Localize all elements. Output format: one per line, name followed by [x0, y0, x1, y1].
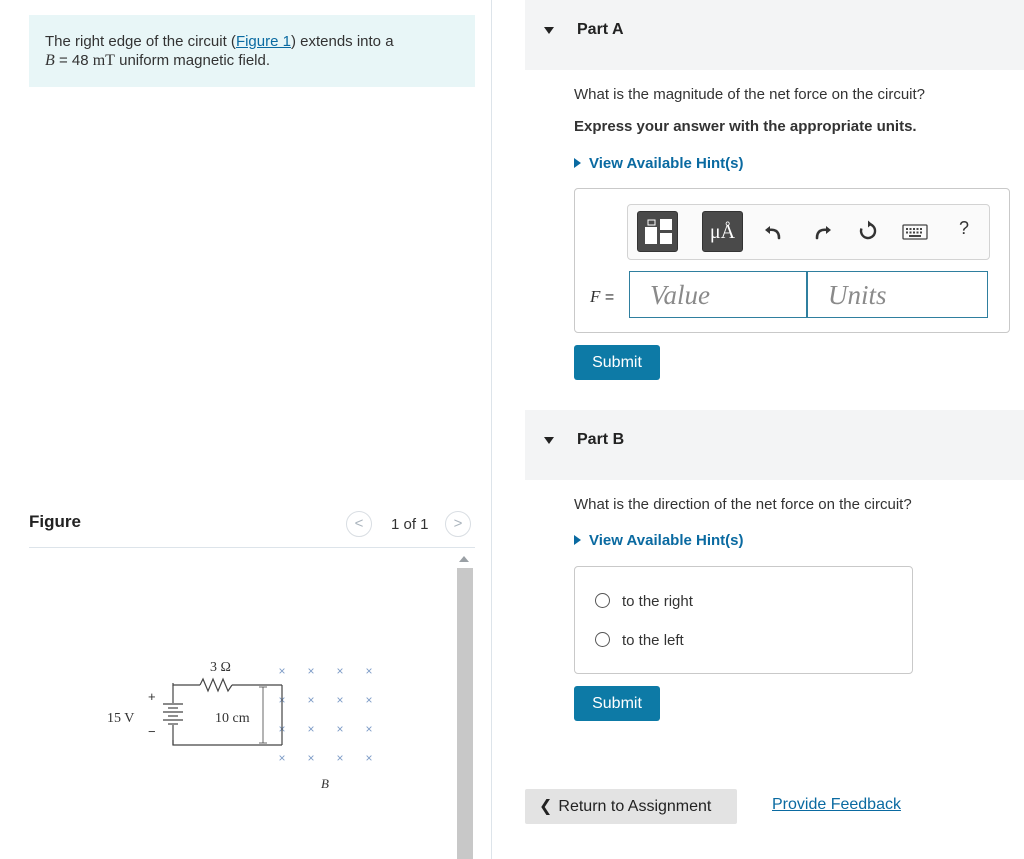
part-b-submit-button[interactable]: Submit: [574, 686, 660, 721]
figure-scrollbar-thumb[interactable]: [457, 568, 473, 859]
part-a-instruction: Express your answer with the appropriate units.: [574, 118, 917, 135]
part-b-hint-link[interactable]: [574, 532, 744, 549]
field-cross-mark: ×: [336, 664, 344, 678]
part-b-question: What is the direction of the net force on the circuit?: [574, 496, 912, 513]
field-cross-mark: ×: [307, 664, 315, 678]
field-cross-mark: ×: [278, 693, 286, 707]
help-icon[interactable]: ?: [958, 218, 969, 238]
choice-label: to the left: [622, 632, 684, 649]
left-panel: [0, 0, 492, 859]
battery-plus: +: [148, 689, 156, 704]
variable-symbol: F: [590, 287, 601, 306]
math-toolbar: [627, 204, 990, 260]
field-label: B: [321, 776, 329, 791]
resistor-symbol: [200, 679, 232, 691]
field-cross-mark: ×: [365, 664, 373, 678]
reset-icon[interactable]: [856, 219, 880, 243]
pager-count: 1 of 1: [391, 516, 429, 533]
keyboard-icon[interactable]: [902, 222, 928, 242]
part-a-collapse-caret-icon[interactable]: [544, 27, 554, 34]
figure-header: [29, 508, 475, 548]
part-a-answer-box: [574, 188, 1010, 333]
problem-text-after: ) extends into a: [290, 33, 394, 50]
battery-label: 15 V: [107, 711, 135, 726]
part-a-title: Part A: [577, 21, 624, 38]
return-label: Return to Assignment: [558, 798, 712, 815]
field-cross-mark: ×: [278, 664, 286, 678]
variable-label: [590, 287, 614, 307]
resistor-label: 3 Ω: [210, 660, 231, 675]
part-a-header[interactable]: [525, 0, 1024, 70]
scroll-up-arrow-icon[interactable]: [459, 556, 469, 562]
radio-button[interactable]: [595, 593, 610, 608]
field-cross-mark: ×: [336, 751, 344, 765]
redo-icon[interactable]: [811, 219, 835, 243]
b-equals: = 48: [54, 52, 93, 69]
radio-button[interactable]: [595, 632, 610, 647]
units-icon[interactable]: μÅ: [702, 211, 743, 252]
units-input[interactable]: Units: [807, 271, 988, 318]
part-a-submit-button[interactable]: Submit: [574, 345, 660, 380]
problem-text-before: The right edge of the circuit (: [45, 33, 236, 50]
part-a-question: What is the magnitude of the net force on the circuit?: [574, 86, 926, 103]
field-cross-mark: ×: [307, 751, 315, 765]
field-cross-mark: ×: [365, 722, 373, 736]
b-unit: mT: [92, 52, 115, 69]
part-b-collapse-caret-icon[interactable]: [544, 437, 554, 444]
choice-to-the-right[interactable]: [595, 593, 693, 610]
part-b-hint-label: View Available Hint(s): [589, 532, 744, 549]
problem-text-end: uniform magnetic field.: [114, 52, 271, 69]
b-symbol: B: [45, 52, 55, 69]
part-b-header[interactable]: [525, 410, 1024, 480]
value-input[interactable]: Value: [629, 271, 807, 318]
battery-minus: −: [148, 724, 156, 739]
magnetic-field-crosses: [278, 664, 372, 765]
part-b-choices: [574, 566, 913, 674]
field-cross-mark: ×: [365, 751, 373, 765]
figure-title: Figure: [29, 512, 81, 531]
circuit-diagram: [95, 640, 395, 800]
length-label: 10 cm: [215, 711, 250, 726]
choice-to-the-left[interactable]: [595, 632, 684, 649]
return-to-assignment-button[interactable]: [525, 789, 737, 824]
choice-label: to the right: [622, 593, 693, 610]
column-divider: [491, 0, 492, 859]
pager-prev-button[interactable]: <: [346, 511, 372, 537]
part-a-hint-label: View Available Hint(s): [589, 155, 744, 172]
chevron-left-icon: ❮: [539, 798, 553, 815]
field-cross-mark: ×: [307, 693, 315, 707]
pager-next-button[interactable]: >: [445, 511, 471, 537]
undo-icon[interactable]: [761, 219, 785, 243]
field-cross-mark: ×: [336, 722, 344, 736]
part-b-title: Part B: [577, 431, 625, 448]
templates-icon[interactable]: [637, 211, 678, 252]
problem-statement: [29, 15, 475, 87]
hint-expand-triangle-icon: [574, 158, 581, 168]
field-cross-mark: ×: [365, 693, 373, 707]
field-cross-mark: ×: [278, 722, 286, 736]
figure-link[interactable]: Figure 1: [235, 33, 291, 50]
provide-feedback-link[interactable]: Provide Feedback: [772, 796, 901, 813]
hint-expand-triangle-icon: [574, 535, 581, 545]
field-cross-mark: ×: [278, 751, 286, 765]
field-cross-mark: ×: [336, 693, 344, 707]
part-a-hint-link[interactable]: [574, 155, 744, 172]
variable-equals: =: [600, 289, 615, 306]
battery-symbol: [163, 704, 183, 724]
field-cross-mark: ×: [307, 722, 315, 736]
